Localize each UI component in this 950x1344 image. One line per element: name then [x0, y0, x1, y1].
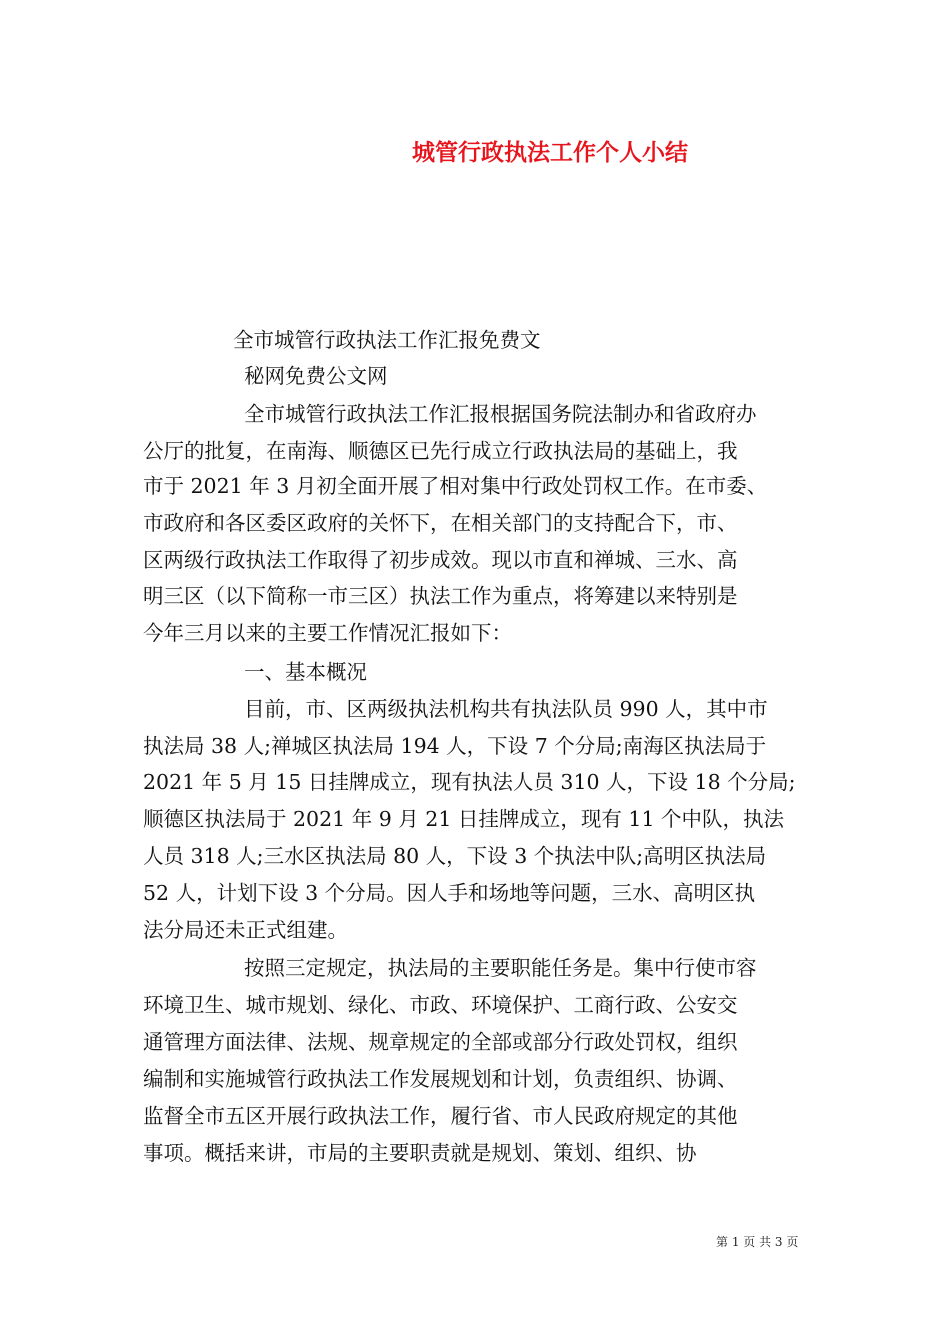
body-line: 公厅的批复，在南海、顺德区已先行成立行政执法局的基础上，我	[143, 439, 738, 463]
body-line: 明三区（以下简称一市三区）执法工作为重点，将筹建以来特别是	[143, 584, 738, 608]
body-line: 2021 年 5 月 15 日挂牌成立，现有执法人员 310 人，下设 18 个分局;	[143, 770, 796, 794]
body-line: 目前，市、区两级执法机构共有执法队员 990 人，其中市	[244, 697, 768, 721]
body-line: 编制和实施城管行政执法工作发展规划和计划，负责组织、协调、	[143, 1067, 738, 1091]
body-line: 按照三定规定，执法局的主要职能任务是。集中行使市容	[244, 956, 757, 980]
body-line: 监督全市五区开展行政执法工作，履行省、市人民政府规定的其他	[143, 1104, 738, 1128]
body-line: 市于 2021 年 3 月初全面开展了相对集中行政处罚权工作。在市委、	[143, 474, 768, 498]
body-line: 区两级行政执法工作取得了初步成效。现以市直和禅城、三水、高	[143, 548, 738, 572]
body-line: 法分局还未正式组建。	[143, 918, 348, 942]
body-line: 顺德区执法局于 2021 年 9 月 21 日挂牌成立，现有 11 个中队，执法	[143, 807, 785, 831]
page-number-footer: 第 1 页 共 3 页	[716, 1235, 799, 1249]
body-line: 全市城管行政执法工作汇报免费文	[233, 328, 541, 352]
body-line: 通管理方面法律、法规、规章规定的全部或部分行政处罚权，组织	[143, 1030, 738, 1054]
body-line: 事项。概括来讲，市局的主要职责就是规划、策划、组织、协	[143, 1141, 697, 1165]
body-line: 市政府和各区委区政府的关怀下，在相关部门的支持配合下，市、	[143, 511, 738, 535]
body-line: 人员 318 人;三水区执法局 80 人，下设 3 个执法中队;高明区执法局	[143, 844, 767, 868]
section-heading: 一、基本概况	[244, 660, 367, 684]
body-line: 秘网免费公文网	[244, 364, 388, 388]
body-line: 环境卫生、城市规划、绿化、市政、环境保护、工商行政、公安交	[143, 993, 738, 1017]
body-line: 今年三月以来的主要工作情况汇报如下：	[143, 621, 512, 645]
document-title: 城管行政执法工作个人小结	[412, 139, 688, 166]
body-line: 52 人，计划下设 3 个分局。因人手和场地等问题，三水、高明区执	[143, 881, 756, 905]
body-line: 执法局 38 人;禅城区执法局 194 人，下设 7 个分局;南海区执法局于	[143, 734, 767, 758]
body-line: 全市城管行政执法工作汇报根据国务院法制办和省政府办	[244, 402, 757, 426]
